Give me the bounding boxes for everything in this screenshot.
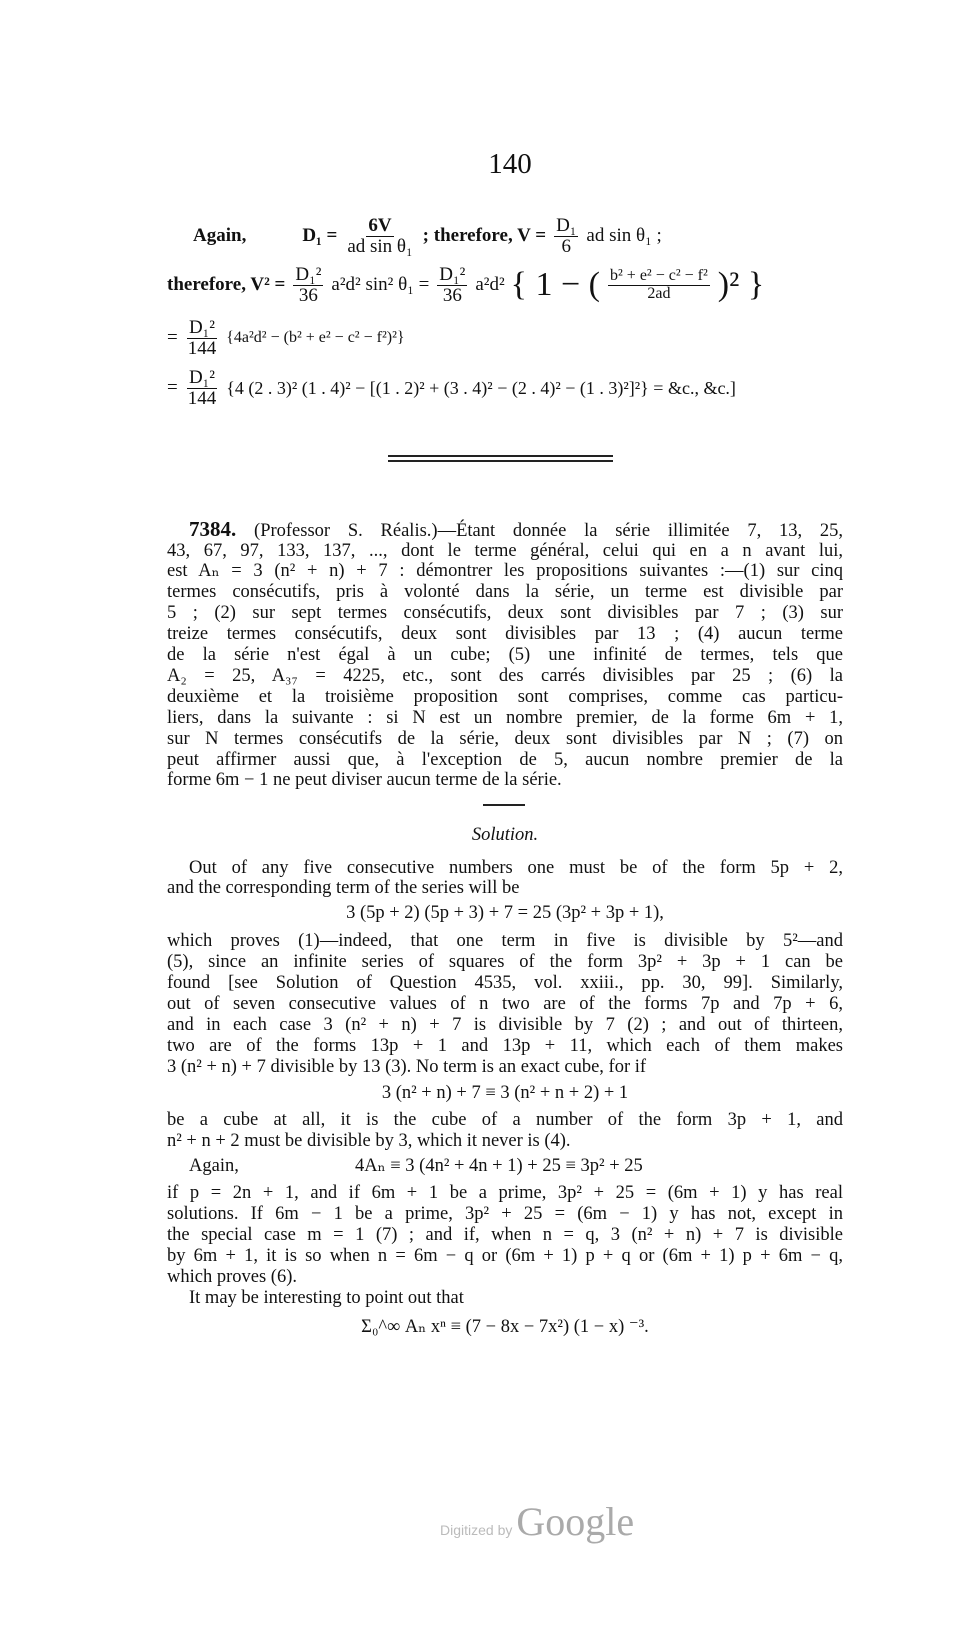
numerator: 6V — [368, 215, 392, 236]
numerator: b² + e² − c² − f² — [610, 267, 708, 285]
eq-text: a²d² — [475, 274, 505, 296]
denominator: 36 — [298, 284, 318, 306]
double-rule-top — [388, 455, 613, 457]
question-line: termes consécutifs, pris à volonté dans la série, un terme est divisible par — [167, 582, 843, 602]
fraction — [186, 368, 219, 409]
question-line: est Aₙ = 3 (n² + n) + 7 : démontrer les propositions suivantes :—(1) sur cinq — [167, 561, 843, 581]
display-equation: 3 (n² + n) + 7 ≡ 3 (n² + n + 2) + 1 — [381, 1083, 629, 1103]
eq-text: {4a²d² − (b² + e² − c² − f²)²} — [226, 329, 405, 347]
denominator: 2ad — [647, 284, 671, 302]
eq-text: ; therefore, V = — [422, 225, 547, 247]
solution-line: (5), since an infinite series of squares of the form 3p² + 3p + 1 can be — [167, 952, 843, 972]
solution-line: the special case m = 1 (7) ; and if, when n = q, 3 (n² + n) + 7 is divisible — [167, 1225, 843, 1245]
fraction — [293, 265, 323, 306]
eq-text: )² } — [717, 266, 765, 304]
solution-line: It may be interesting to point out that — [189, 1288, 464, 1308]
eq-text: a²d² sin² θ₁ = — [331, 274, 430, 296]
solution-line: 3 (n² + n) + 7 divisible by 13 (3). No term is an exact cube, for if — [167, 1057, 647, 1077]
question-line: peut affirmer aussi que, à l'exception de 5, aucun nombre premier de la — [167, 750, 843, 770]
fraction — [554, 216, 578, 257]
question-line — [189, 519, 843, 542]
solution-line: and in each case 3 (n² + n) + 7 is divisible by 7 (2) ; and out of thirteen, — [167, 1015, 843, 1035]
google-logo: Google — [516, 1499, 635, 1544]
display-equation: 4Aₙ ≡ 3 (4n² + 4n + 1) + 25 ≡ 3p² + 25 — [355, 1156, 643, 1176]
equation-1 — [193, 216, 662, 257]
solution-line: if p = 2n + 1, and if 6m + 1 be a prime, 3p² + 25 = (6m + 1) y has real — [167, 1183, 843, 1203]
display-equation: Σ₀^∞ Aₙ xⁿ ≡ (7 − 8x − 7x²) (1 − x) ⁻³. — [361, 1317, 649, 1337]
eq-text: D₁ = — [302, 225, 338, 247]
solution-line: solutions. If 6m − 1 be a prime, 3p² + 25 = (6m − 1) y has not, except in — [167, 1204, 843, 1224]
equation-4 — [167, 368, 736, 409]
numerator: D₁² — [295, 264, 322, 285]
solution-line: found [see Solution of Question 4535, vol. xxiii., pp. 30, 99]. Similarly, — [167, 973, 843, 993]
fraction — [608, 268, 710, 303]
solution-line: by 6m + 1, it is so when n = 6m − q or (6m + 1) p + q or (6m + 1) p + 6m − q, — [167, 1246, 843, 1266]
eq-text: {4 (2 . 3)² (1 . 4)² − [(1 . 2)² + (3 . 4)² − (2 . 4)² − (1 . 3)²]²} = &c., &c.] — [226, 377, 736, 398]
again-label: Again, — [193, 225, 247, 247]
eq-text: = — [167, 327, 178, 349]
double-rule-bottom — [388, 460, 613, 462]
question-line: treize termes consécutifs, deux sont divisibles par 13 ; (4) aucun terme — [167, 624, 843, 644]
question-line: 5 ; (2) sur sept termes consécutifs, deux sont divisibles par 7 ; (3) sur — [167, 603, 843, 623]
numerator: D₁² — [188, 317, 215, 338]
solution-line: which proves (6). — [167, 1267, 297, 1287]
eq-text: = — [167, 377, 178, 399]
eq-text: { 1 − ( — [510, 266, 600, 304]
numerator: D₁² — [439, 264, 466, 285]
numerator: D₁ — [556, 215, 577, 236]
fraction — [186, 318, 219, 359]
question-number: 7384. — [189, 517, 237, 541]
question-line: de la série n'est égal à un cube; (5) une infinité de termes, tels que — [167, 645, 843, 665]
denominator: 6 — [561, 235, 571, 257]
question-line: 43, 67, 97, 133, 137, ..., dont le terme général, celui qui en a n avant lui, — [167, 541, 843, 561]
question-line: deuxième et la troisième proposition sont comprises, comme cas particu- — [167, 687, 843, 707]
watermark-prefix: Digitized by — [440, 1522, 513, 1538]
fraction — [345, 216, 414, 257]
solution-line: out of seven consecutive values of n two are of the forms 7p and 7p + 6, — [167, 994, 843, 1014]
eq-text: ad sin θ₁ ; — [586, 225, 662, 247]
solution-line: and the corresponding term of the series will be — [167, 878, 520, 898]
solution-line: which proves (1)—indeed, that one term in five is divisible by 5²—and — [167, 931, 843, 951]
equation-3 — [167, 318, 405, 359]
solution-line: Out of any five consecutive numbers one must be of the form 5p + 2, — [189, 858, 843, 878]
equation-2 — [167, 265, 764, 306]
question-line: A₂ = 25, A₃₇ = 4225, etc., sont des carrés divisibles par 25 ; (6) la — [167, 666, 843, 686]
denominator: 144 — [187, 387, 217, 409]
solution-line: be a cube at all, it is the cube of a number of the form 3p + 1, and — [167, 1110, 843, 1130]
question-line: liers, dans la suivante : si N est un nombre premier, de la forme 6m + 1, — [167, 708, 843, 728]
question-line: forme 6m − 1 ne peut diviser aucun terme de la série. — [167, 770, 562, 790]
solution-line: two are of the forms 13p + 1 and 13p + 11, which each of them makes — [167, 1036, 843, 1056]
solution-heading: Solution. — [471, 825, 539, 845]
solution-line: n² + n + 2 must be divisible by 3, which it never is (4). — [167, 1131, 571, 1151]
short-rule — [483, 804, 525, 806]
page-number: 140 — [488, 148, 532, 180]
numerator: D₁² — [188, 367, 215, 388]
denominator: 144 — [187, 337, 217, 359]
denominator: ad sin θ₁ — [347, 235, 413, 257]
google-watermark — [440, 1498, 634, 1545]
question-line: sur N termes consécutifs de la série, deux sont divisibles par N ; (7) on — [167, 729, 843, 749]
denominator: 36 — [442, 284, 462, 306]
display-equation: 3 (5p + 2) (5p + 3) + 7 = 25 (3p² + 3p + 1), — [346, 903, 664, 923]
text: (Professor S. Réalis.)—Étant donnée la série illimitée 7, 13, 25, — [254, 521, 844, 541]
fraction — [437, 265, 467, 306]
again-label: Again, — [189, 1156, 239, 1176]
eq-text: therefore, V² = — [167, 274, 286, 296]
